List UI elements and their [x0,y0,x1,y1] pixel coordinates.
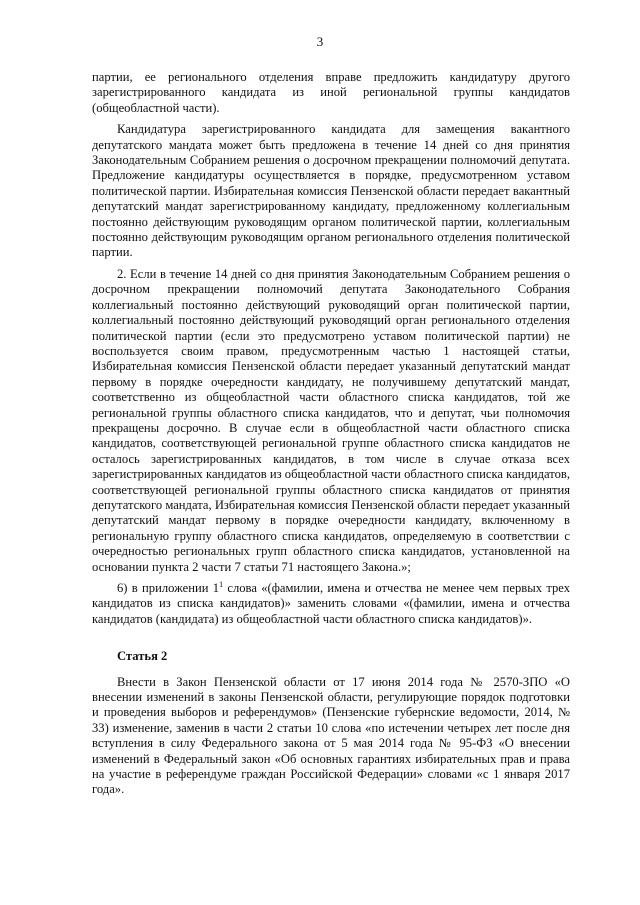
paragraph-candidate-nomination: Кандидатура зарегистрированного кандидата для замещения вакантного депутатского мандата может быть предложена в течение 14 дней со дня принятия Законодательным Собранием решения о досрочном прекращении полномочий депутата. Предложение кандидатуры осуществляется в порядке, предусмотренном уставом политической партии. Избирательная комиссия Пензенской области передает вакантный депутатский мандат зарегистрированному кандидату, предложенному коллегиальным постоянно действующим руководящим органом политической партии, коллегиальным постоянно действующим руководящим органом регионального отделения политической партии. [92,122,570,260]
item-6-text-end: слова «(фамилии, имена и отчества не менее чем первых трех кандидатов из списка кандидатов)» заменить словами «(фамилии, имена и отчества кандидатов (кандидата) из общеобластной части областного списка кандидатов)». [92,581,570,626]
paragraph-item-6 [92,581,570,627]
page-number: 3 [316,34,324,49]
paragraph-item-2: 2. Если в течение 14 дней со дня принятия Законодательным Собранием решения о досрочном прекращении полномочий депутата Законодательного Собрания коллегиальный постоянно действующий руководящий орган политической партии, коллегиальный постоянно действующий руководящий орган регионального отделения политической партии (если это предусмотрено уставом политической партии) не воспользуется своим правом, предусмотренным частью 1 настоящей статьи, Избирательная комиссия Пензенской области передает указанный депутатский мандат первому в порядке очередности кандидату, не получившему депутатский мандат, соответственно из общеобластной части областного списка кандидатов, той же региональной группы областного списка кандидатов, что и депутат, чьи полномочия прекращены досрочно. В случае если в общеобластной части областного списка кандидатов, соответствующей региональной группе областного списка кандидатов не осталось зарегистрированных кандидатов, в том числе в случае отказа всех зарегистрированных кандидатов из общеобластной части областного списка кандидатов, соответствующей региональной группы областного списка кандидатов от принятия депутатского мандата, Избирательная комиссия Пензенской области передает указанный депутатский мандат первому в порядке очередности кандидату, включенному в региональную группу областного списка кандидатов, определяемую в соответствии с очередностью региональных групп областного списка кандидатов, установленной на основании пункта 2 части 7 статьи 71 настоящего Закона.»; [92,266,570,574]
article-title: Статья 2 [117,649,168,664]
appendix-superscript: 1 [219,579,224,589]
paragraph-continuation: партии, ее регионального отделения вправе предложить кандидатуру другого зарегистрированного кандидата из иной региональной группы кандидатов (общеобластной части). [92,70,570,115]
item-6-text-start: 6) в приложении 1 [117,581,220,595]
document-body [92,70,570,798]
paragraph-article-2: Внести в Закон Пензенской области от 17 июня 2014 года № 2570-ЗПО «О внесении изменений в законы Пензенской области, регулирующие порядок подготовки и проведения выборов и референдумов» (Пензенские губернские ведомости, 2014, № 33) изменение, заменив в части 2 статьи 10 слова «по истечении четырех лет после дня вступления в силу Федерального закона от 5 мая 2014 года № 95-ФЗ «О внесении изменений в Федеральный закон «Об основных гарантиях избирательных прав и права на участие в референдуме граждан Российской Федерации» словами «с 1 января 2017 года». [92,674,570,797]
